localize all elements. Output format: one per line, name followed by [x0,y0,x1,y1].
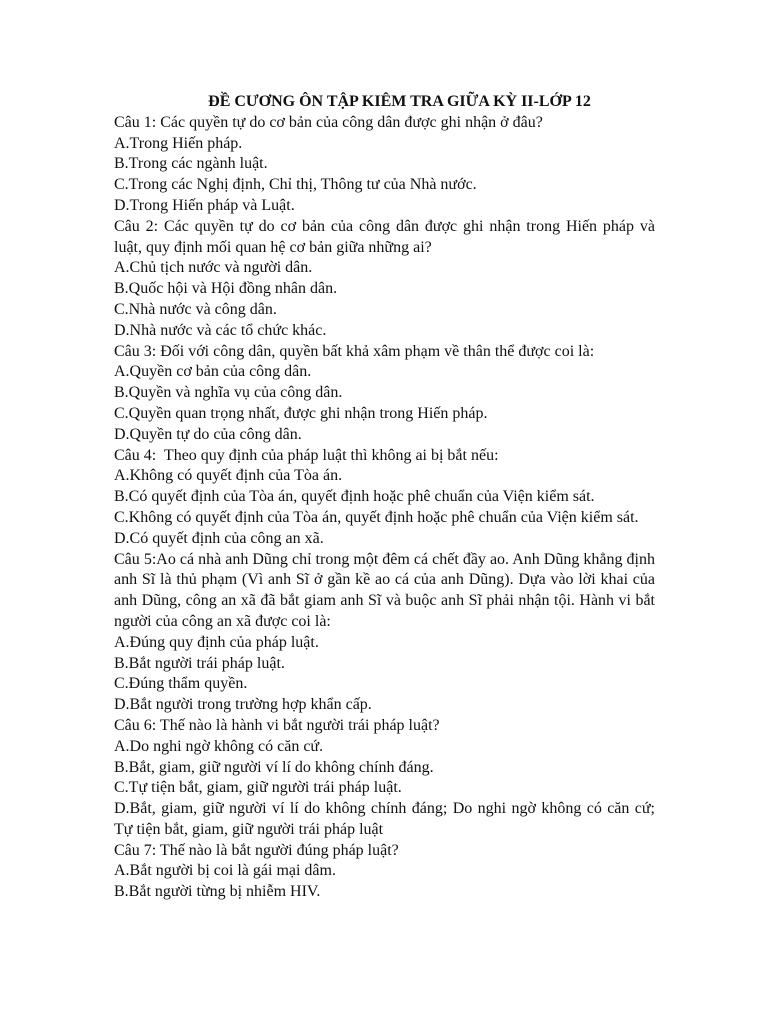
answer-c: C.Tự tiện bắt, giam, giữ người trái pháp luật. [114,779,402,797]
answer-a: A.Quyền cơ bản của công dân. [114,363,312,381]
question-text: Câu 1: Các quyền tự do cơ bản của công dân được ghi nhận ở đâu? [114,113,543,131]
answer-d: D.Có quyết định của công an xã. [114,529,324,547]
answer-a: A.Trong Hiến pháp. [114,134,243,152]
answer-a: A.Do nghi ngờ không có căn cứ. [114,737,324,755]
question-1 [114,113,655,217]
answer-d: D.Bắt, giam, giữ người ví lí do không chính đáng; Do nghi ngờ không có căn cứ; Tự tiện bắt, giam, giữ người trái pháp luật [114,800,655,838]
question-4 [114,446,655,550]
question-text: Câu 3: Đối với công dân, quyền bất khả xâm phạm về thân thể được coi là: [114,342,595,360]
question-2 [114,217,655,342]
question-5 [114,550,655,716]
answer-b: B.Trong các ngành luật. [114,155,268,173]
answer-a: A.Bắt người bị coi là gái mại dâm. [114,862,336,880]
question-text: Câu 4: Theo quy định của pháp luật thì không ai bị bắt nếu: [114,446,499,464]
answer-c: C.Nhà nước và công dân. [114,300,277,318]
question-text: Câu 2: Các quyền tự do cơ bản của công dân được ghi nhận trong Hiến pháp và luật, quy định mối quan hệ cơ bản giữa những ai? [114,217,655,256]
answer-c: C.Không có quyết định của Tòa án, quyết định hoặc phê chuẩn của Viện kiểm sát. [114,508,639,526]
answer-a: A.Đúng quy định của pháp luật. [114,633,319,651]
answer-b: B.Có quyết định của Tòa án, quyết định hoặc phê chuẩn của Viện kiểm sát. [114,488,595,506]
answer-d: D.Quyền tự do của công dân. [114,425,302,443]
question-text: Câu 5:Ao cá nhà anh Dũng chỉ trong một đêm cá chết đầy ao. Anh Dũng khẳng định anh Sĩ là thủ phạm (Vì anh Sĩ ở gần kề ao cá của anh Dũng). Dựa vào lời khai của anh Dũng, công an xã đã bắt giam anh Sĩ và buộc anh Sĩ phải nhận tội. Hành vi bắt người của công an xã được coi là: [114,550,655,630]
answer-a: A.Chủ tịch nước và người dân. [114,259,313,277]
answer-d: D.Bắt người trong trường hợp khẩn cấp. [114,696,372,714]
answer-b: B.Quyền và nghĩa vụ của công dân. [114,384,343,402]
document-page [114,92,655,903]
question-text: Câu 6: Thế nào là hành vi bắt người trái pháp luật? [114,716,440,734]
answer-c: C.Trong các Nghị định, Chỉ thị, Thông tư của Nhà nước. [114,176,477,194]
answer-b: B.Bắt người từng bị nhiễm HIV. [114,883,321,901]
answer-c: C.Đúng thẩm quyền. [114,675,248,693]
answer-d: D.Nhà nước và các tổ chức khác. [114,321,327,339]
answer-b: B.Bắt người trái pháp luật. [114,654,285,672]
answer-b: B.Quốc hội và Hội đồng nhân dân. [114,280,338,298]
question-3 [114,342,655,446]
answer-b: B.Bắt, giam, giữ người ví lí do không chính đáng. [114,758,434,776]
answer-d: D.Trong Hiến pháp và Luật. [114,196,295,214]
document-title: ĐỀ CƯƠNG ÔN TẬP KIÊM TRA GIỮA KỲ II-LỚP 12 [208,93,591,110]
answer-a: A.Không có quyết định của Tòa án. [114,467,343,485]
question-text: Câu 7: Thế nào là bắt người đúng pháp luật? [114,841,399,859]
question-7 [114,841,655,903]
question-6 [114,716,655,841]
answer-c: C.Quyền quan trọng nhất, được ghi nhận trong Hiến pháp. [114,404,488,422]
